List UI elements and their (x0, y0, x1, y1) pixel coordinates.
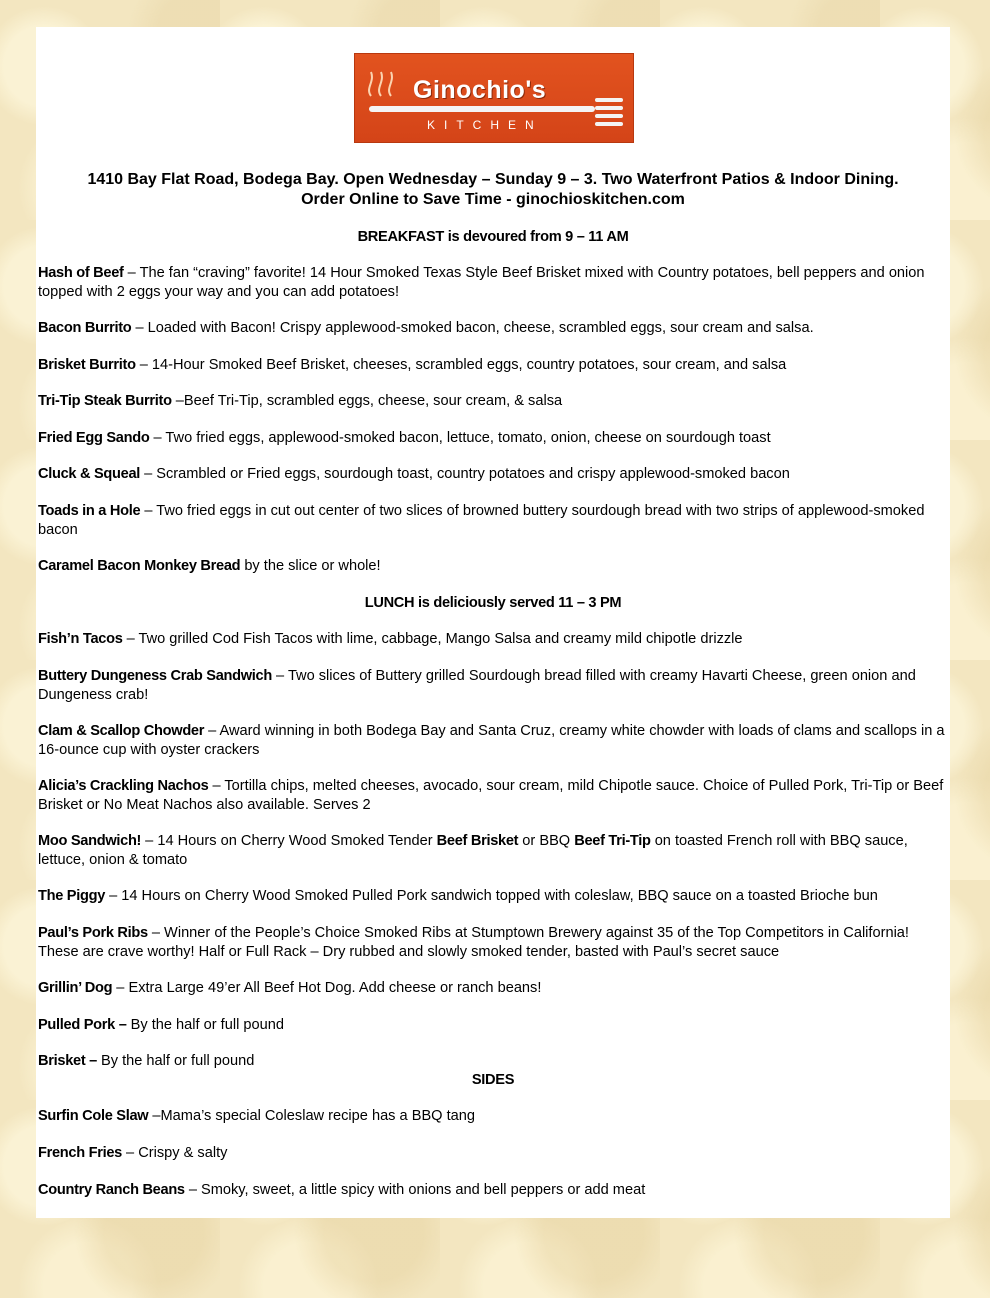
item-name: Pulled Pork – (38, 1017, 127, 1033)
item-desc: or BBQ (518, 833, 575, 849)
menu-item (38, 465, 948, 484)
item-desc: – Award winning in both Bodega Bay and Santa Cruz, creamy white chowder with loads of clams and scallops in a 16-ounce cup with oyster crackers (38, 723, 945, 758)
item-desc: – The fan “craving” favorite! 14 Hour Smoked Texas Style Beef Brisket mixed with Country potatoes, bell peppers and onion topped with 2 eggs your way and you can add potatoes! (38, 265, 925, 300)
item-desc: – Extra Large 49’er All Beef Hot Dog. Add cheese or ranch beans! (112, 980, 542, 996)
item-name: Paul’s Pork Ribs (38, 925, 148, 941)
lunch-heading: LUNCH is deliciously served 11 – 3 PM (364, 595, 622, 611)
menu-item (38, 392, 948, 411)
order-online-line: Order Online to Save Time - ginochioskitchen.com (301, 191, 685, 208)
menu-item (38, 832, 948, 870)
item-name: Fried Egg Sando (38, 430, 150, 446)
menu-item (38, 429, 948, 448)
menu-item (38, 630, 948, 649)
item-name: Hash of Beef (38, 265, 124, 281)
menu-item (38, 1016, 948, 1035)
item-name: Brisket – (38, 1053, 97, 1069)
menu-page (36, 27, 950, 1218)
item-desc: –Beef Tri-Tip, scrambled eggs, cheese, sour cream, & salsa (171, 393, 563, 409)
menu-item (38, 979, 948, 998)
item-desc: on toasted French roll with BBQ sauce, lettuce, onion & tomato (38, 833, 908, 868)
menu-item (38, 1144, 948, 1163)
item-name: Tri-Tip Steak Burrito (38, 393, 172, 409)
menu-item (38, 887, 948, 906)
item-desc: – Crispy & salty (122, 1145, 228, 1161)
item-name: Country Ranch Beans (38, 1182, 185, 1198)
menu-item (38, 1052, 948, 1071)
item-name: Toads in a Hole (38, 503, 141, 519)
item-desc: – 14 Hours on Cherry Wood Smoked Pulled Pork sandwich topped with coleslaw, BBQ sauce on a toasted Brioche bun (105, 888, 878, 904)
menu-item (38, 1181, 948, 1200)
logo-brand-text: Ginochio's (413, 76, 547, 104)
item-desc: – Two fried eggs in cut out center of two slices of browned buttery sourdough bread with two strips of applewood-smoked bacon (38, 503, 925, 538)
item-desc: – Two slices of Buttery grilled Sourdough bread filled with creamy Havarti Cheese, green onion and Dungeness crab! (38, 668, 916, 703)
menu-item (38, 502, 948, 540)
item-desc: By the half or full pound (96, 1053, 255, 1069)
menu-item (38, 722, 948, 760)
item-name: Brisket Burrito (38, 357, 136, 373)
item-name: The Piggy (38, 888, 106, 904)
item-desc: – Scrambled or Fried eggs, sourdough toast, country potatoes and crispy applewood-smoked bacon (140, 466, 790, 482)
sides-heading: SIDES (471, 1072, 515, 1088)
menu-item (38, 319, 948, 338)
menu-item (38, 667, 948, 705)
ginochios-kitchen-logo (354, 53, 634, 143)
item-name: Clam & Scallop Chowder (38, 723, 205, 739)
item-desc: – 14-Hour Smoked Beef Brisket, cheeses, scrambled eggs, country potatoes, sour cream, and salsa (135, 357, 787, 373)
menu-item (38, 924, 948, 962)
menu-item (38, 777, 948, 815)
item-desc: –Mama’s special Coleslaw recipe has a BBQ tang (148, 1108, 475, 1124)
item-name: Moo Sandwich! (38, 833, 142, 849)
menu-item (38, 1107, 948, 1126)
item-desc: – 14 Hours on Cherry Wood Smoked Tender (141, 833, 437, 849)
item-name: Caramel Bacon Monkey Bread (38, 558, 241, 574)
menu-item (38, 557, 948, 576)
item-name: Fish’n Tacos (38, 631, 123, 647)
item-desc: – Two fried eggs, applewood-smoked bacon, lettuce, tomato, onion, cheese on sourdough toast (149, 430, 771, 446)
item-name: Bacon Burrito (38, 320, 132, 336)
item-highlight: Beef Brisket (436, 833, 519, 849)
menu-item (38, 264, 948, 302)
item-desc: – Loaded with Bacon! Crispy applewood-smoked bacon, cheese, scrambled eggs, sour cream and salsa. (131, 320, 814, 336)
item-highlight: Beef Tri-Tip (574, 833, 651, 849)
item-name: French Fries (38, 1145, 122, 1161)
address-line: 1410 Bay Flat Road, Bodega Bay. Open Wednesday – Sunday 9 – 3. Two Waterfront Patios & Indoor Dining. (87, 171, 899, 188)
breakfast-heading: BREAKFAST is devoured from 9 – 11 AM (357, 229, 629, 245)
item-name: Cluck & Squeal (38, 466, 141, 482)
item-desc: – Winner of the People’s Choice Smoked Ribs at Stumptown Brewery against 35 of the Top Competitors in California! These are crave worthy! Half or Full Rack – Dry rubbed and slowly smoked tender, basted with Paul’s secret sauce (38, 925, 909, 960)
item-name: Surfin Cole Slaw (38, 1108, 149, 1124)
item-desc: By the half or full pound (126, 1017, 284, 1033)
item-desc: by the slice or whole! (240, 558, 381, 574)
item-name: Buttery Dungeness Crab Sandwich (38, 668, 272, 684)
menu-item (38, 356, 948, 375)
item-name: Alicia’s Crackling Nachos (38, 778, 209, 794)
item-desc: – Smoky, sweet, a little spicy with onions and bell peppers or add meat (184, 1182, 646, 1198)
logo-sub-text: KITCHEN (427, 118, 543, 132)
item-desc: – Tortilla chips, melted cheeses, avocado, sour cream, mild Chipotle sauce. Choice of Pulled Pork, Tri-Tip or Beef Brisket or No Meat Nachos also available. Serves 2 (38, 778, 944, 813)
item-name: Grillin’ Dog (38, 980, 113, 996)
item-desc: – Two grilled Cod Fish Tacos with lime, cabbage, Mango Salsa and creamy mild chipotle drizzle (122, 631, 743, 647)
